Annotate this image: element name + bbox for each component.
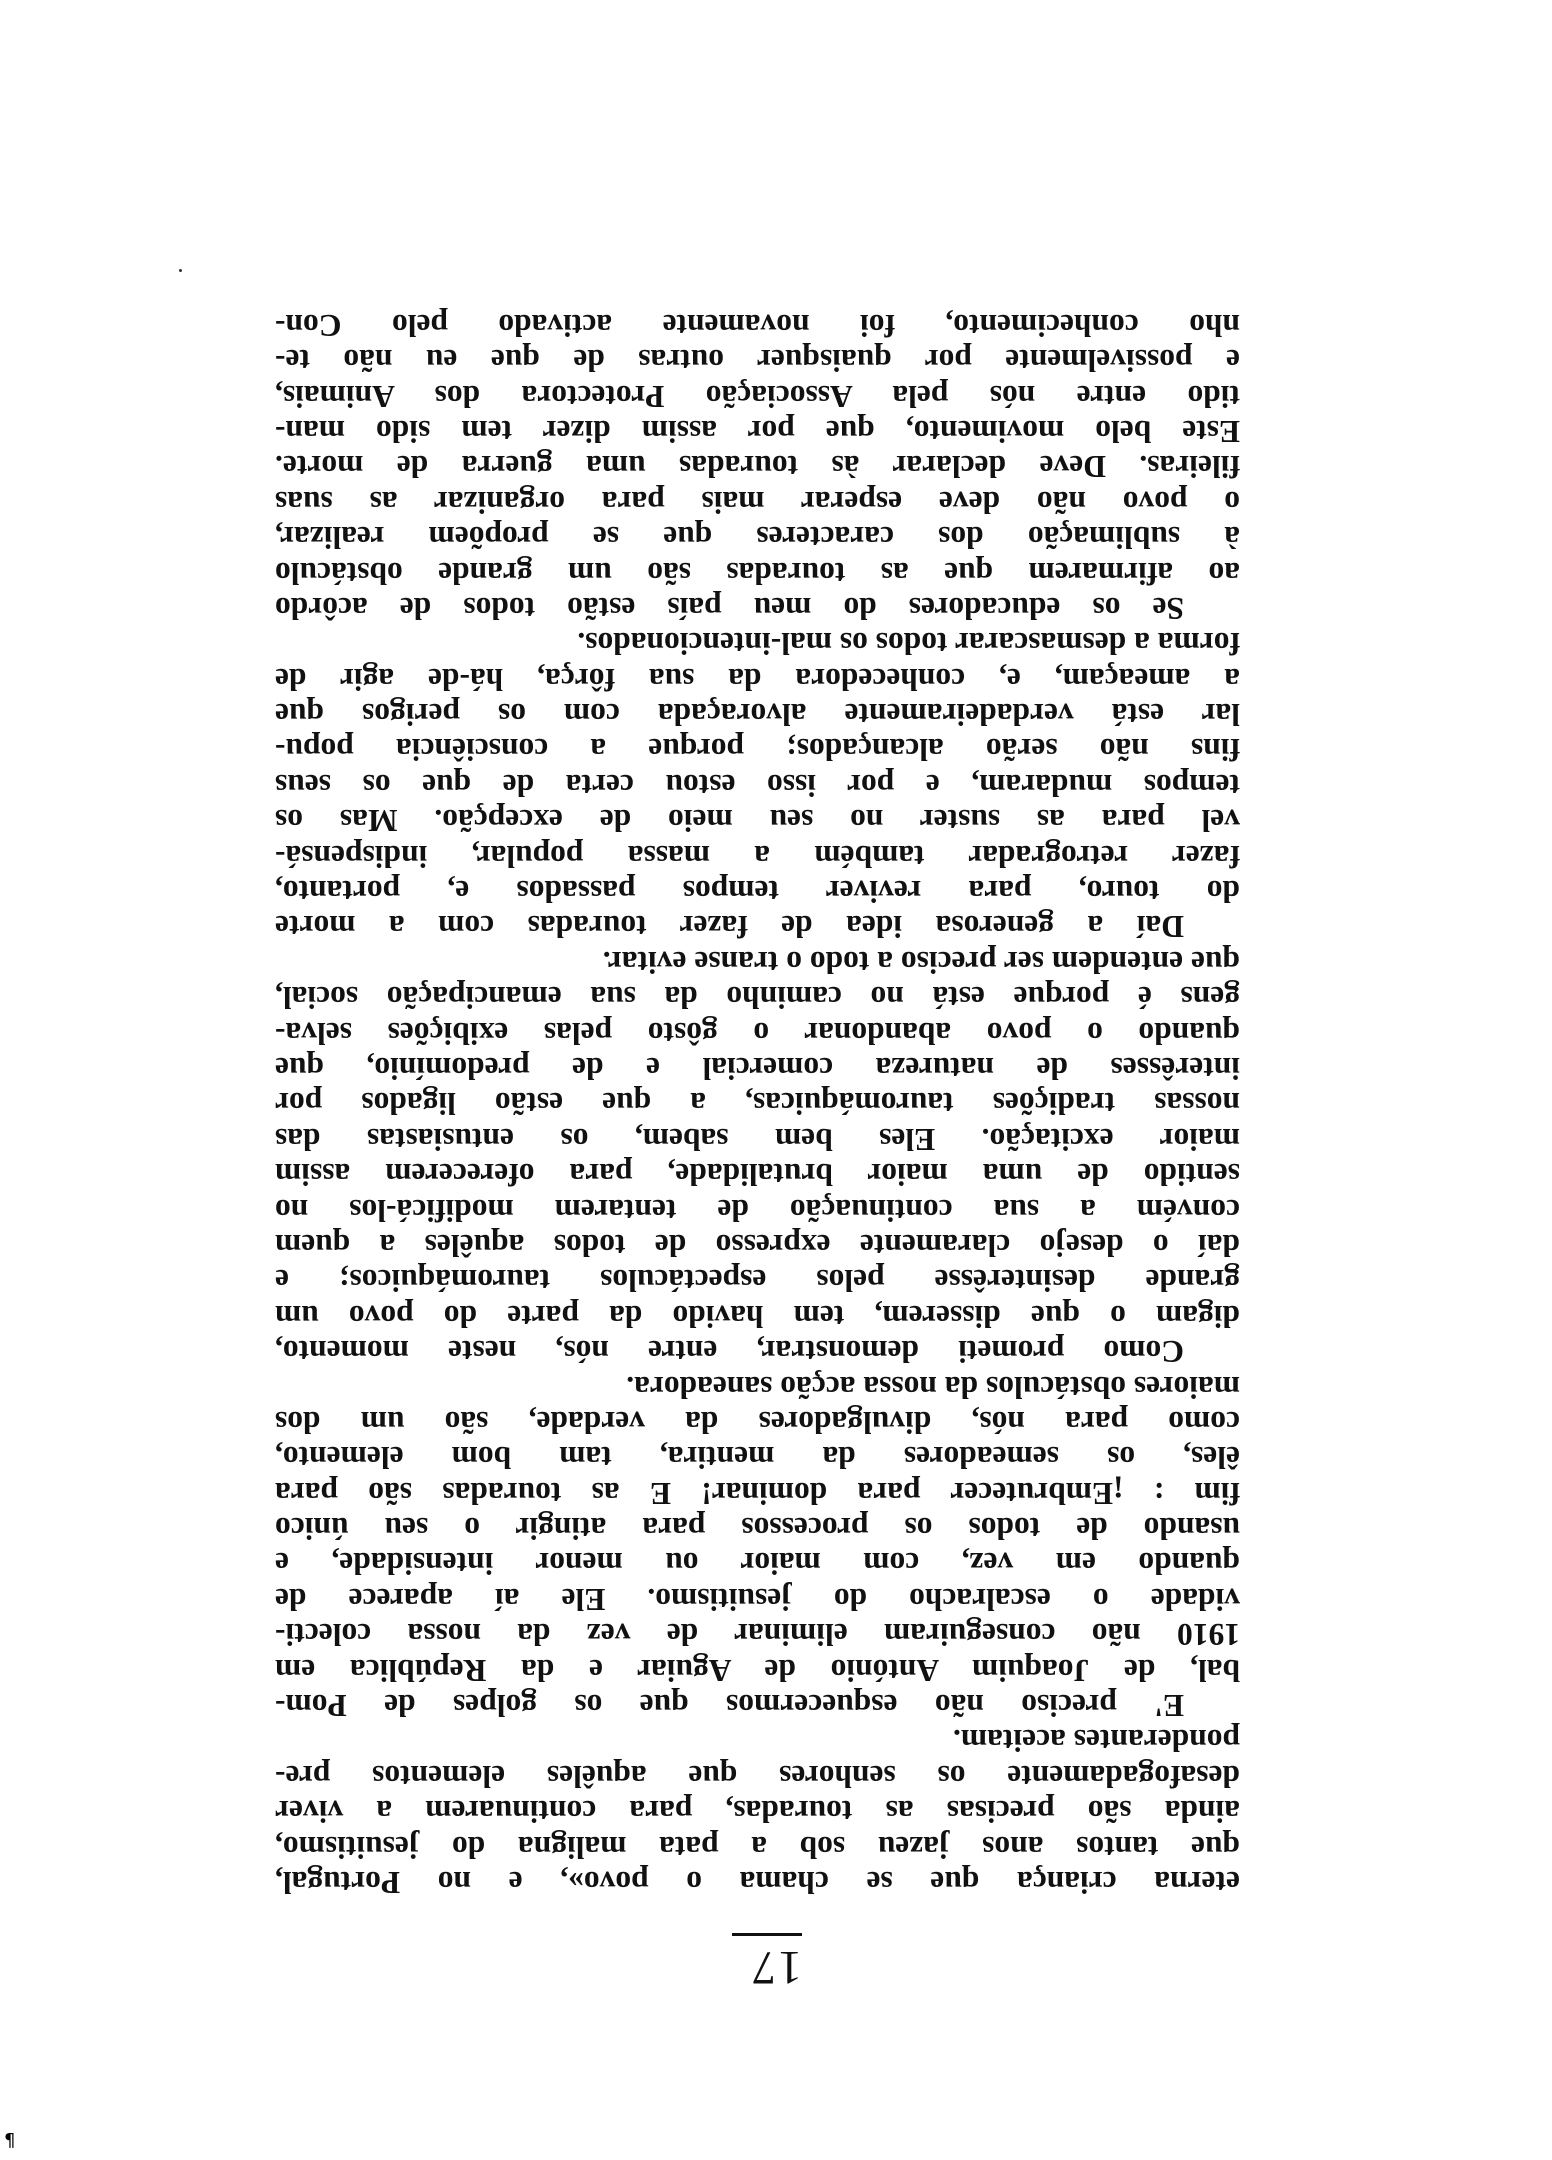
text-line: Daí a generosa idea de fazer touradas com a morte	[275, 909, 1184, 945]
text-line: bal, de Joaquim António de Aguiar e da República em	[275, 1652, 1240, 1688]
text-line: usando de todos os processos para atingir o seu único	[275, 1511, 1240, 1547]
text-line: a ameaçam, e, conhecedora da sua fôrça, há-de agir de	[275, 661, 1240, 697]
margin-mark: ¶	[4, 2130, 16, 2151]
body-text	[275, 307, 1240, 1900]
text-line: eterna criança que se chama o povo», e no Portugal,	[275, 1865, 1240, 1900]
text-line: daí o desejo claramente expresso de todos aquêles a quem	[275, 1227, 1240, 1263]
paragraph	[275, 944, 1240, 1369]
text-line: nossas tradições tauromáquicas, a que estão ligados por	[275, 1086, 1240, 1122]
page-number-rule	[732, 1933, 802, 1936]
paragraph	[275, 1723, 1240, 1900]
text-line: ao afirmarem que as touradas são um grande obstáculo	[275, 555, 1240, 591]
text-line: Se os educadores do meu país estão todos de acôrdo	[275, 590, 1184, 626]
text-line: tido entre nós pela Associação Protectora dos Animais,	[275, 378, 1240, 414]
paragraph	[275, 1369, 1240, 1723]
text-line: sentido de uma maior brutalidade, para oferecerem assim	[275, 1157, 1240, 1193]
text-line: fim : ¡Embrutecer para dominar! E as touradas são para	[275, 1475, 1240, 1511]
text-line: convém a sua continuação de tentarem modificá-los no	[275, 1192, 1240, 1228]
paragraph	[275, 307, 1240, 626]
paragraph	[275, 626, 1240, 945]
text-line: fazer retrogradar também a massa popular, indispensá-	[275, 838, 1240, 874]
text-line: grande desinterêsse pelos espectáculos tauromáquicos; e	[275, 1263, 1240, 1299]
text-line: nho conhecimento, foi novamente activado pelo Con-	[275, 307, 1240, 343]
text-line: Como prometi demonstrar, entre nós, neste momento,	[275, 1334, 1184, 1370]
text-line: Este belo movimento, que por assim dizer tem sido man-	[275, 413, 1240, 449]
text-line: ponderantes aceitam.	[953, 1723, 1240, 1759]
text-line: quando em vez, com maior ou menor intensidade, e	[275, 1546, 1240, 1582]
text-line: 1910 não conseguiram eliminar de vez da nossa colecti-	[275, 1617, 1240, 1653]
text-line: interêsses de natureza comercial e de predomínio, que	[275, 1051, 1240, 1087]
text-line: como para nós, divulgadores da verdade, são um dos	[275, 1404, 1240, 1440]
text-line: que tantos anos jazeu sob a pata maligna do jesuitismo,	[275, 1829, 1240, 1865]
text-line: desafogadamente os senhores que aquêles elementos pre-	[275, 1758, 1240, 1794]
text-line: êles, os semeadores da mentira, tam bom elemento,	[275, 1440, 1240, 1476]
text-line: ainda são precisas as touradas, para continuarem a viver	[275, 1794, 1240, 1830]
text-line: digam o que disserem, tem havido da parte do povo um	[275, 1298, 1240, 1334]
text-line: E' preciso não esquecermos que os golpes de Pom-	[275, 1688, 1184, 1724]
text-line: maior excitação. Eles bem sabem, os entusiastas das	[275, 1121, 1240, 1157]
text-line: fins não serão alcançados; porque a consciência popu-	[275, 732, 1240, 768]
text-line: o povo não deve esperar mais para organizar as suas	[275, 484, 1240, 520]
text-line: do touro, para reviver tempos passados e, portanto,	[275, 874, 1240, 910]
text-line: forma a desmascarar todos os mal-intencionados.	[577, 626, 1240, 662]
text-line: fileiras. Deve declarar às touradas uma guerra de morte.	[275, 449, 1240, 485]
text-line: vidade o escalracho do jesuitismo. Ele aí aparece de	[275, 1581, 1240, 1617]
text-line: que entendem ser preciso a todo o transe evitar.	[602, 944, 1240, 980]
text-line: gens é porque está no caminho da sua emancipação social,	[275, 980, 1240, 1016]
text-line: maiores obstáculos da nossa acção saneadora.	[626, 1369, 1240, 1405]
text-line: à sublimação dos caracteres que se propõem realizar,	[275, 520, 1240, 556]
ink-speck	[179, 269, 182, 272]
text-line: e possivelmente por quaisquer outras de que eu não te-	[275, 343, 1240, 379]
page-number: 17	[750, 1941, 802, 1994]
text-line: quando o povo abandonar o gôsto pelas exibições selva-	[275, 1015, 1240, 1051]
text-line: tempos mudaram, e por isso estou certa de que os seus	[275, 767, 1240, 803]
text-line: vel para as suster no seu meio de excepção. Mas os	[275, 803, 1240, 839]
text-line: lar está verdadeiramente alvoraçada com os perigos que	[275, 697, 1240, 733]
